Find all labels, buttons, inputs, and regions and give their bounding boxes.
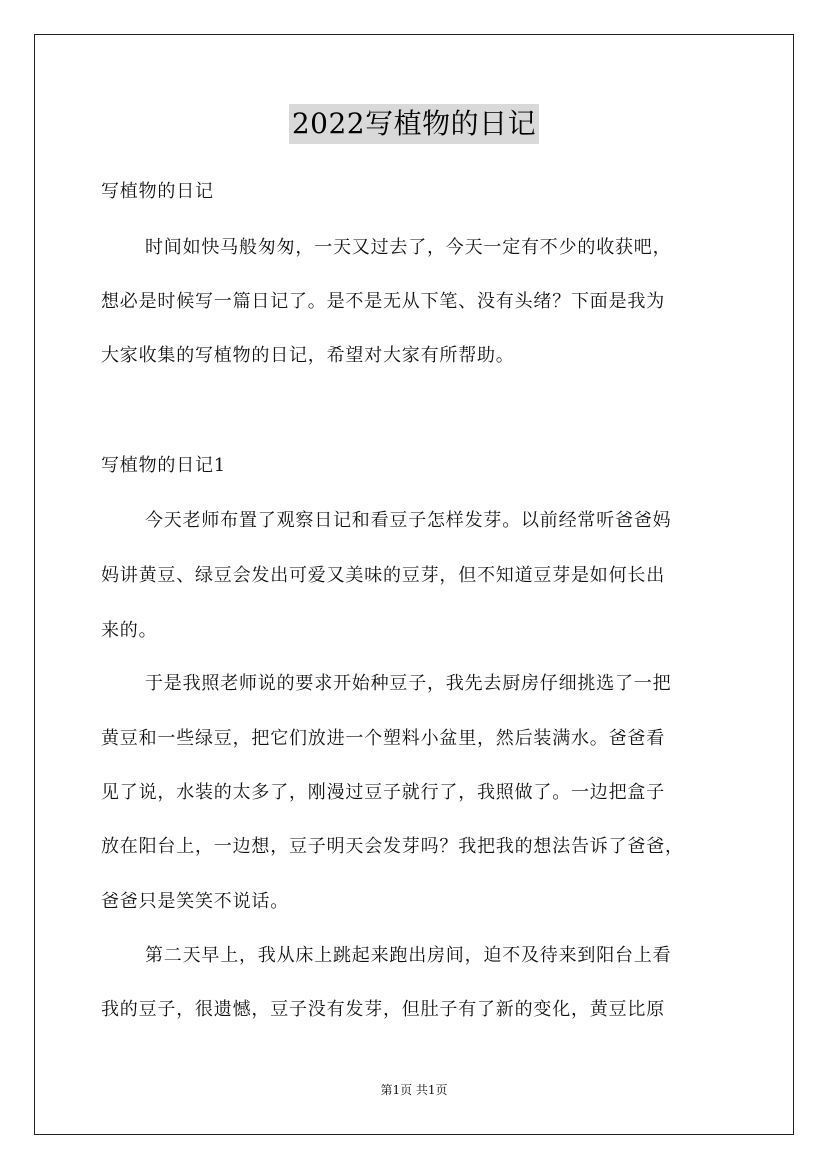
paragraph-line: 第二天早上，我从床上跳起来跑出房间，迫不及待来到阳台上看: [145, 945, 672, 966]
page-footer: 第1页 共1页: [380, 1083, 448, 1097]
document-page: [34, 34, 794, 1135]
document-heading: 写植物的日记: [101, 181, 214, 202]
document-title: 2022写植物的日记: [289, 104, 539, 144]
paragraph-line: 于是我照老师说的要求开始种豆子，我先去厨房仔细挑选了一把: [145, 673, 672, 694]
intro-line: 想必是时候写一篇日记了。是不是无从下笔、没有头绪？下面是我为: [101, 291, 665, 312]
paragraph-line: 爸爸只是笑笑不说话。: [101, 891, 289, 912]
paragraph-line: 放在阳台上，一边想，豆子明天会发芽吗？我把我的想法告诉了爸爸，: [101, 836, 684, 857]
paragraph-line: 黄豆和一些绿豆，把它们放进一个塑料小盆里，然后装满水。爸爸看: [101, 728, 665, 749]
title-container: [35, 104, 793, 144]
paragraph-line: 今天老师布置了观察日记和看豆子怎样发芽。以前经常听爸爸妈: [145, 510, 672, 531]
paragraph-line: 妈讲黄豆、绿豆会发出可爱又美味的豆芽，但不知道豆芽是如何长出: [101, 565, 665, 586]
intro-line: 时间如快马般匆匆，一天又过去了，今天一定有不少的收获吧，: [145, 237, 672, 258]
intro-line: 大家收集的写植物的日记，希望对大家有所帮助。: [101, 345, 515, 366]
paragraph-line: 见了说，水装的太多了，刚漫过豆子就行了，我照做了。一边把盒子: [101, 782, 665, 803]
paragraph-line: 来的。: [101, 620, 158, 641]
section-heading: 写植物的日记1: [101, 455, 227, 476]
paragraph-line: 我的豆子，很遗憾，豆子没有发芽，但肚子有了新的变化，黄豆比原: [101, 999, 665, 1020]
